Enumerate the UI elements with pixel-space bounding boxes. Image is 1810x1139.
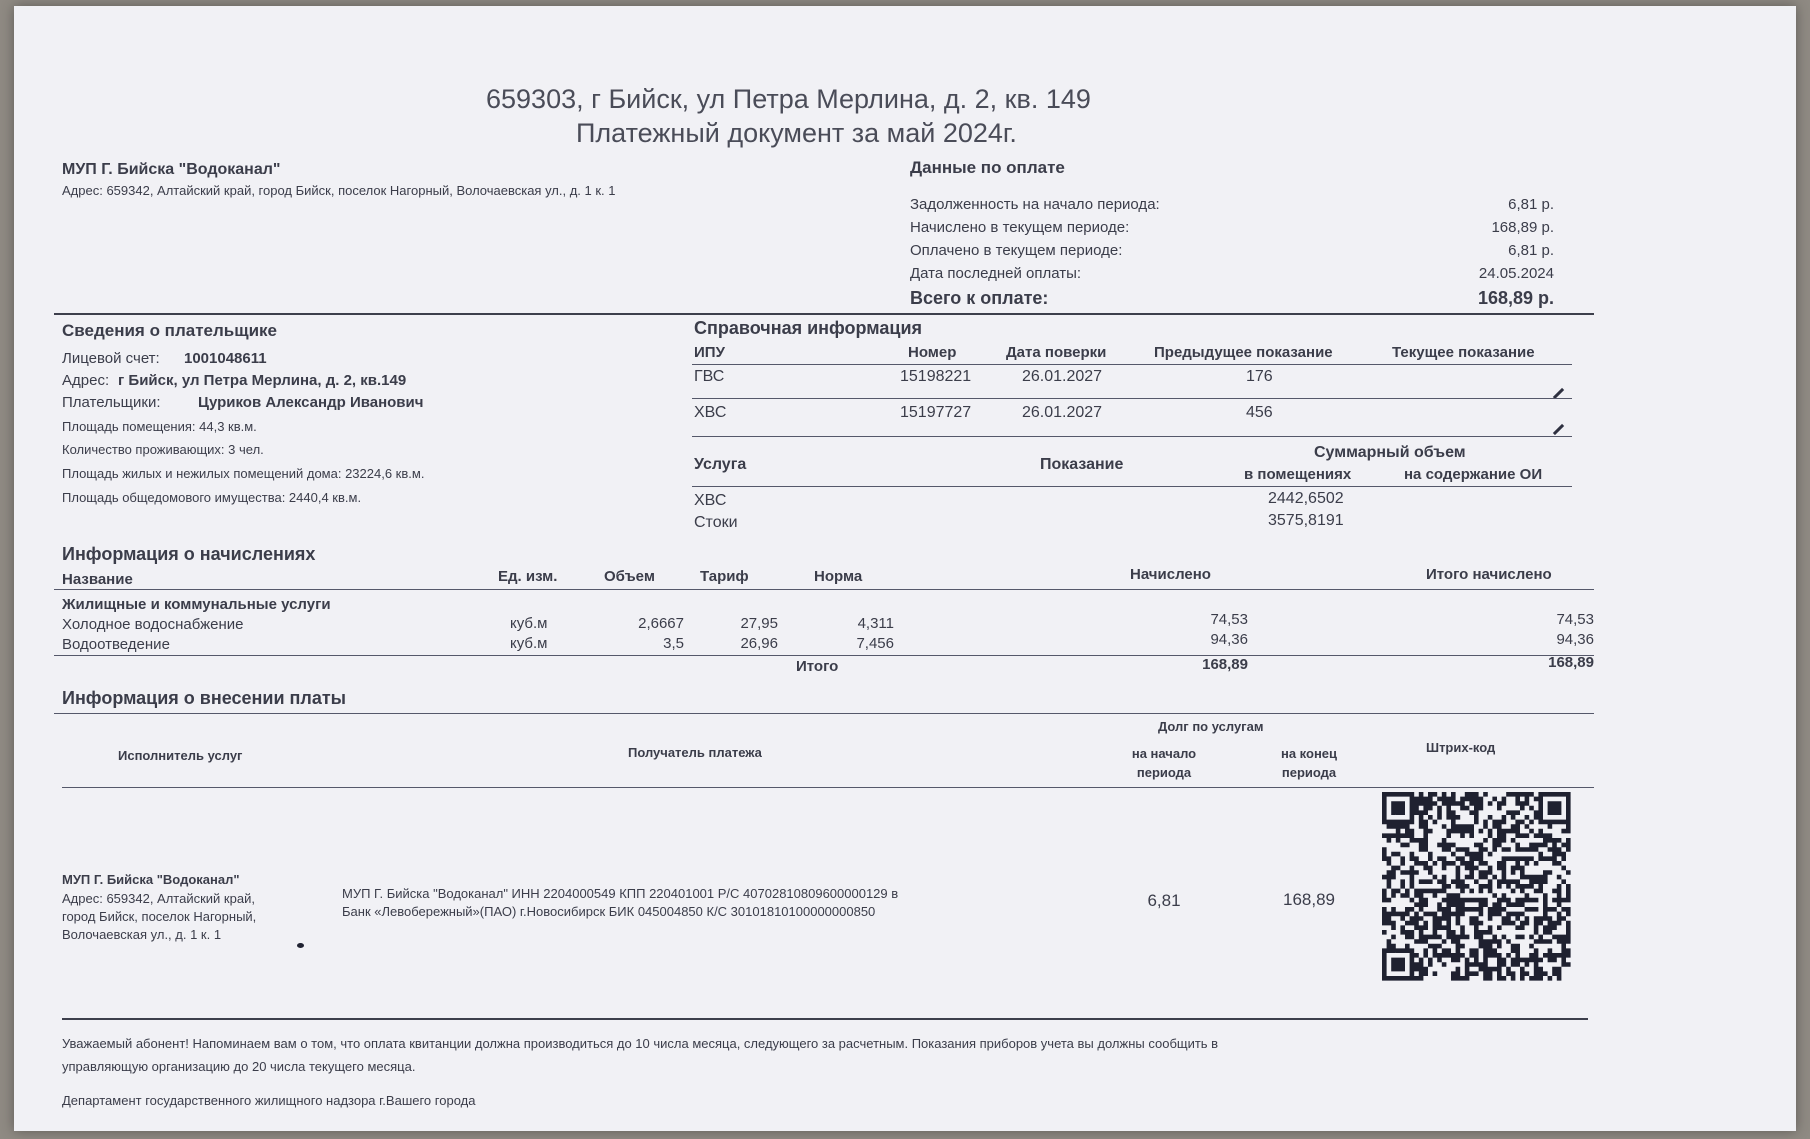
service-volume: 2442,6502 <box>1268 490 1344 507</box>
service-volume: 3575,8191 <box>1268 512 1344 529</box>
payment-document <box>14 6 1796 1131</box>
executor-line: МУП Г. Бийска "Водоканал" <box>62 872 240 887</box>
payer-address: г Бийск, ул Петра Мерлина, д. 2, кв.149 <box>118 372 407 389</box>
meter-prev-reading: 176 <box>1246 368 1273 385</box>
service-name: Стоки <box>694 514 738 531</box>
address-label: Адрес: <box>62 372 110 389</box>
debt-start-value: 6,81 <box>1147 891 1181 910</box>
qr-code <box>1380 790 1572 990</box>
pencil-icon <box>1553 424 1564 435</box>
divider <box>62 1018 1588 1020</box>
meter-number: 15198221 <box>900 368 972 385</box>
meter-header-date: Дата поверки <box>1006 344 1107 361</box>
charges-header-charged: Начислено <box>1130 566 1211 583</box>
payer-name-label: Плательщики: <box>62 394 161 411</box>
debt-header: Долг по услугам <box>1158 719 1264 734</box>
account-number: 1001048611 <box>184 350 267 367</box>
meter-check-date: 26.01.2027 <box>1022 404 1103 421</box>
divider <box>692 398 1572 399</box>
charge-volume: 2,6667 <box>638 615 684 632</box>
charge-total: 74,53 <box>1556 611 1594 628</box>
debt-end-value: 168,89 <box>1283 890 1335 909</box>
executor-line: Адрес: 659342, Алтайский край, <box>62 891 255 906</box>
account-label: Лицевой счет: <box>62 350 160 367</box>
notice-line: Уважаемый абонент! Напоминаем вам о том, что оплата квитанции должна производиться до 10 числа месяца, следующего за расчетным. Показания приборов учета вы должны сообщить в <box>62 1036 1219 1051</box>
charge-norm: 7,456 <box>856 635 894 652</box>
charges-total-label: Итого <box>796 658 839 675</box>
divider <box>692 364 1572 365</box>
room-area: Площадь помещения: 44,3 кв.м. <box>62 419 257 434</box>
payment-data-label: Дата последней оплаты: <box>910 265 1082 282</box>
payment-data-value: 6,81 р. <box>1508 242 1554 259</box>
charges-header-tariff: Тариф <box>700 568 749 585</box>
payer-title: Сведения о плательщике <box>62 321 277 340</box>
charges-total-charged: 168,89 <box>1202 656 1248 673</box>
meter-header-ipu: ИПУ <box>694 344 725 361</box>
total-due-value: 168,89 р. <box>1477 288 1554 308</box>
charge-tariff: 26,96 <box>740 635 778 652</box>
ink-dot <box>297 943 304 948</box>
divider <box>54 589 1594 590</box>
executor-line: Волочаевская ул., д. 1 к. 1 <box>62 927 222 942</box>
payer-name: Цуриков Александр Иванович <box>198 394 424 411</box>
org-address: Адрес: 659342, Алтайский край, город Бийск, поселок Нагорный, Волочаевская ул., д. 1 к. 1 <box>62 183 616 198</box>
in-rooms-header: в помещениях <box>1244 466 1352 483</box>
charges-header-volume: Объем <box>604 568 655 585</box>
reading-header: Показание <box>1040 456 1124 473</box>
org-name: МУП Г. Бийска "Водоканал" <box>62 161 281 178</box>
meter-check-date: 26.01.2027 <box>1022 368 1103 385</box>
charge-amount: 74,53 <box>1210 611 1248 628</box>
charges-total-sum: 168,89 <box>1548 654 1594 671</box>
charge-volume: 3,5 <box>663 635 684 652</box>
house-area: Площадь жилых и нежилых помещений дома: 23224,6 кв.м. <box>62 466 425 481</box>
executor-line: город Бийск, поселок Нагорный, <box>62 909 257 924</box>
divider <box>692 486 1572 487</box>
debt-end-header: на конец <box>1280 746 1338 761</box>
meter-name: ХВС <box>694 404 727 421</box>
executor-header: Исполнитель услуг <box>118 748 243 763</box>
total-due-label: Всего к оплате: <box>910 288 1049 308</box>
charges-header-name: Название <box>62 571 133 588</box>
charge-unit: куб.м <box>510 615 548 632</box>
document-title: Платежный документ за май 2024г. <box>576 118 1017 148</box>
charge-total: 94,36 <box>1556 631 1594 648</box>
common-property-header: на содержание ОИ <box>1404 466 1543 483</box>
notice-line: управляющую организацию до 20 числа текущего месяца. <box>62 1059 416 1074</box>
charges-title: Информация о начислениях <box>62 544 316 564</box>
charge-amount: 94,36 <box>1210 631 1248 648</box>
payment-data-value: 168,89 р. <box>1491 219 1554 236</box>
meter-prev-reading: 456 <box>1246 404 1273 421</box>
service-header: Услуга <box>694 456 747 473</box>
meter-header-current: Текущее показание <box>1392 344 1535 361</box>
divider <box>54 713 1594 714</box>
debt-start-header: периода <box>1136 765 1192 780</box>
charge-tariff: 27,95 <box>740 615 778 632</box>
recipient-line: Банк «Левобережный»(ПАО) г.Новосибирск БИК 045004850 К/С 30101810100000000850 <box>342 904 876 919</box>
charges-header-unit: Ед. изм. <box>498 568 558 585</box>
payment-data-value: 6,81 р. <box>1508 196 1554 213</box>
barcode-header: Штрих-код <box>1426 740 1496 755</box>
payment-data-label: Задолженность на начало периода: <box>910 196 1160 213</box>
qr-code-modules <box>1382 792 1571 981</box>
recipient-line: МУП Г. Бийска "Водоканал" ИНН 2204000549 КПП 220401001 Р/С 40702810809600000129 в <box>342 886 899 901</box>
payment-data-value: 24.05.2024 <box>1478 265 1554 282</box>
charges-header-total: Итого начислено <box>1426 566 1552 583</box>
divider <box>62 787 1594 788</box>
charges-group: Жилищные и коммунальные услуги <box>62 596 331 613</box>
meter-header-prev: Предыдущее показание <box>1154 344 1333 361</box>
volume-header: Суммарный объем <box>1314 444 1466 461</box>
payments-title: Информация о внесении платы <box>62 688 347 708</box>
charge-name: Водоотведение <box>62 636 170 653</box>
debt-start-header: на начало <box>1131 746 1197 761</box>
reference-title: Справочная информация <box>694 318 923 338</box>
payment-data-label: Начислено в текущем периоде: <box>910 219 1130 236</box>
meter-number: 15197727 <box>900 404 972 421</box>
recipient-header: Получатель платежа <box>628 745 762 760</box>
header-address: 659303, г Бийск, ул Петра Мерлина, д. 2, кв. 149 <box>486 84 1091 114</box>
debt-end-header: периода <box>1281 765 1337 780</box>
charge-name: Холодное водоснабжение <box>62 616 244 633</box>
residents-count: Количество проживающих: 3 чел. <box>62 442 264 457</box>
payment-data-title: Данные по оплате <box>910 158 1065 177</box>
meter-header-number: Номер <box>908 344 957 361</box>
charge-unit: куб.м <box>510 635 548 652</box>
divider <box>54 655 1594 656</box>
meter-name: ГВС <box>694 368 725 385</box>
common-area: Площадь общедомового имущества: 2440,4 кв.м. <box>62 490 362 505</box>
divider <box>692 436 1572 437</box>
service-name: ХВС <box>694 492 727 509</box>
department-note: Департамент государственного жилищного надзора г.Вашего города <box>62 1093 476 1108</box>
charges-header-norm: Норма <box>814 568 863 585</box>
divider <box>54 313 1594 315</box>
charge-norm: 4,311 <box>857 615 894 632</box>
payment-data-label: Оплачено в текущем периоде: <box>910 242 1123 259</box>
